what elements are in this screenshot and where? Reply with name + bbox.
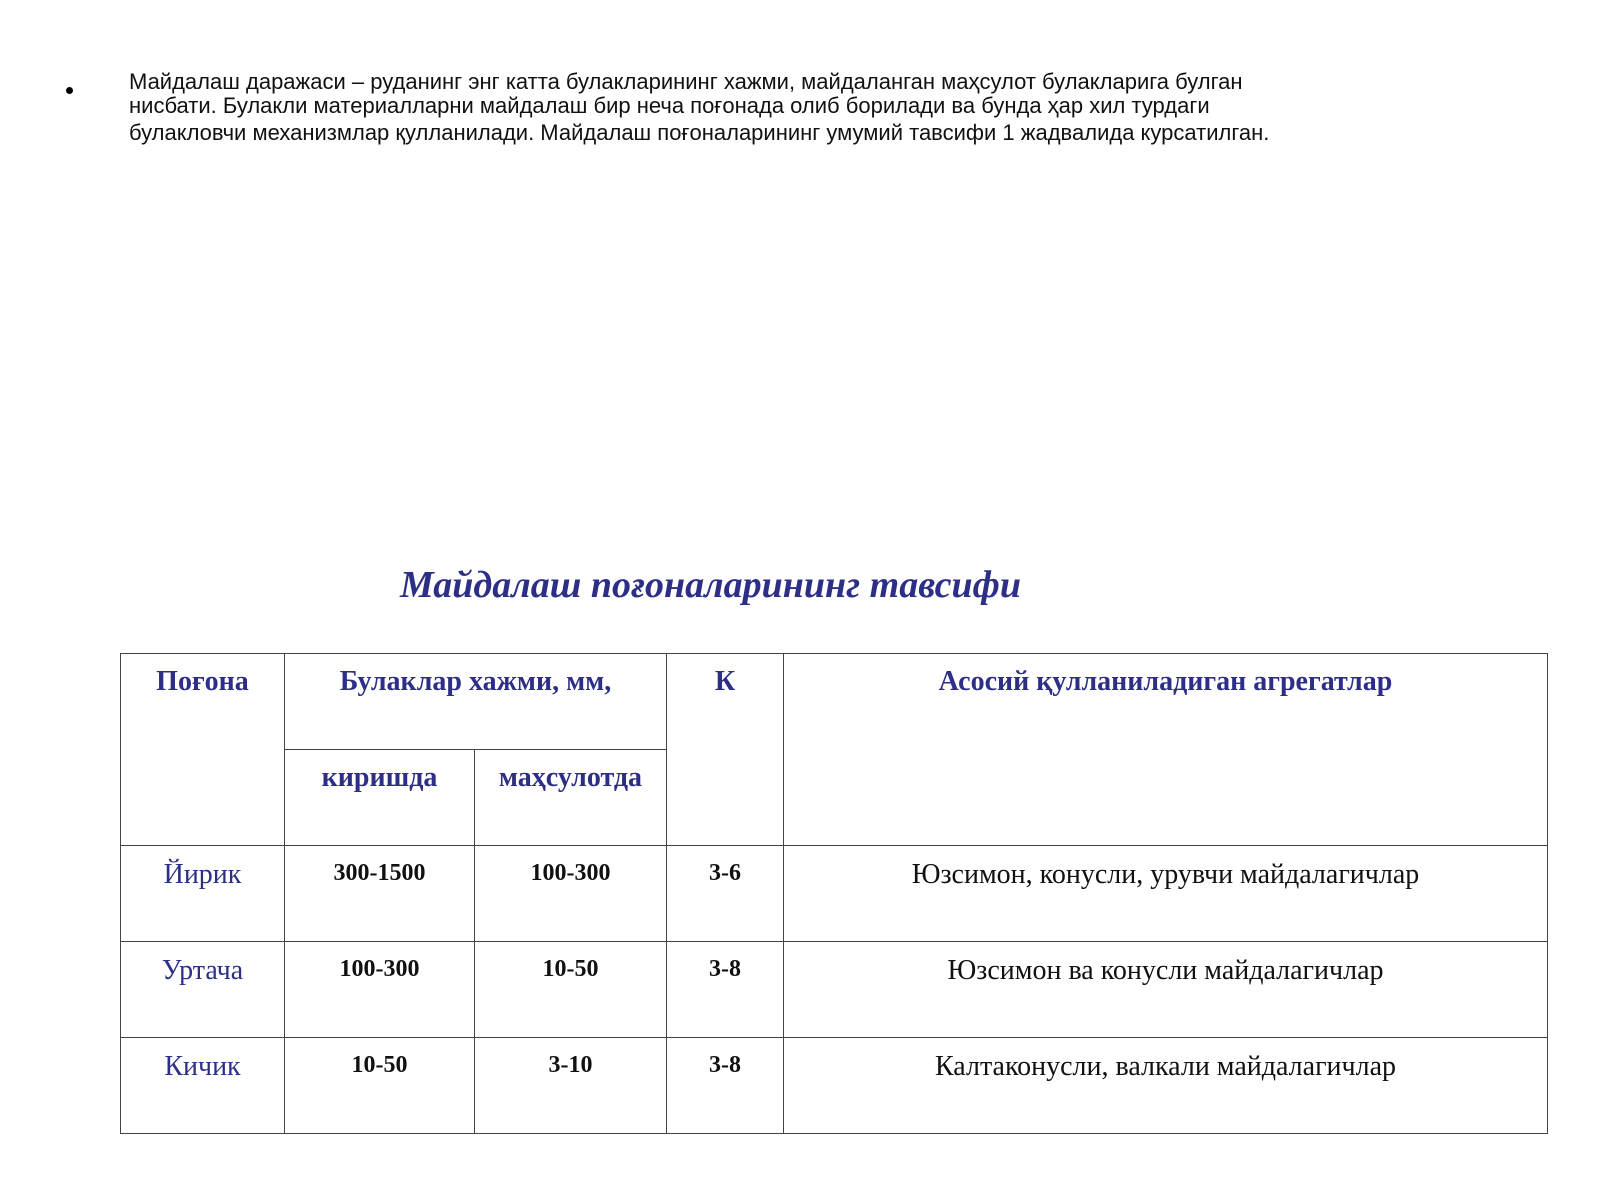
cell-output: 100-300: [475, 846, 667, 942]
table-title: Майдалаш поғоналарининг тавсифи: [400, 564, 1022, 606]
header-aggregates: Асосий қулланиладиган агрегатлар: [784, 654, 1548, 846]
cell-input: 100-300: [285, 942, 475, 1038]
header-output: маҳсулотда: [475, 750, 667, 846]
bullet-dot-icon: [66, 87, 73, 94]
paragraph-text: [129, 70, 1469, 145]
header-stage: Поғона: [121, 654, 285, 846]
cell-input: 10-50: [285, 1038, 475, 1134]
paragraph-line: булакловчи механизмлар қулланилади. Майдалаш поғоналарининг умумий тавсифи 1 жадвалида курсатилган.: [129, 120, 1270, 145]
cell-stage: Кичик: [121, 1038, 285, 1134]
table-row: [121, 1038, 1548, 1134]
header-size-group: Булаклар хажми, мм,: [285, 654, 667, 750]
table-row: [121, 846, 1548, 942]
cell-stage: Йирик: [121, 846, 285, 942]
cell-stage: Уртача: [121, 942, 285, 1038]
cell-output: 3-10: [475, 1038, 667, 1134]
table-header-row: [121, 654, 1548, 750]
cell-aggregates: Юзсимон, конусли, урувчи майдалагичлар: [784, 846, 1548, 942]
cell-output: 10-50: [475, 942, 667, 1038]
cell-input: 300-1500: [285, 846, 475, 942]
header-k: К: [667, 654, 784, 846]
header-input: киришда: [285, 750, 475, 846]
cell-aggregates: Юзсимон ва конусли майдалагичлар: [784, 942, 1548, 1038]
cell-k: 3-8: [667, 942, 784, 1038]
cell-k: 3-6: [667, 846, 784, 942]
paragraph-line: Майдалаш даражаси – руданинг энг катта булакларининг хажми, майдаланган маҳсулот булакларига булган: [129, 69, 1243, 94]
cell-k: 3-8: [667, 1038, 784, 1134]
paragraph-line: нисбати. Булакли материалларни майдалаш бир неча поғонада олиб борилади ва бунда ҳар хил турдаги: [129, 93, 1210, 118]
stages-table: [120, 653, 1548, 1134]
cell-aggregates: Калтаконусли, валкали майдалагичлар: [784, 1038, 1548, 1134]
table-row: [121, 942, 1548, 1038]
